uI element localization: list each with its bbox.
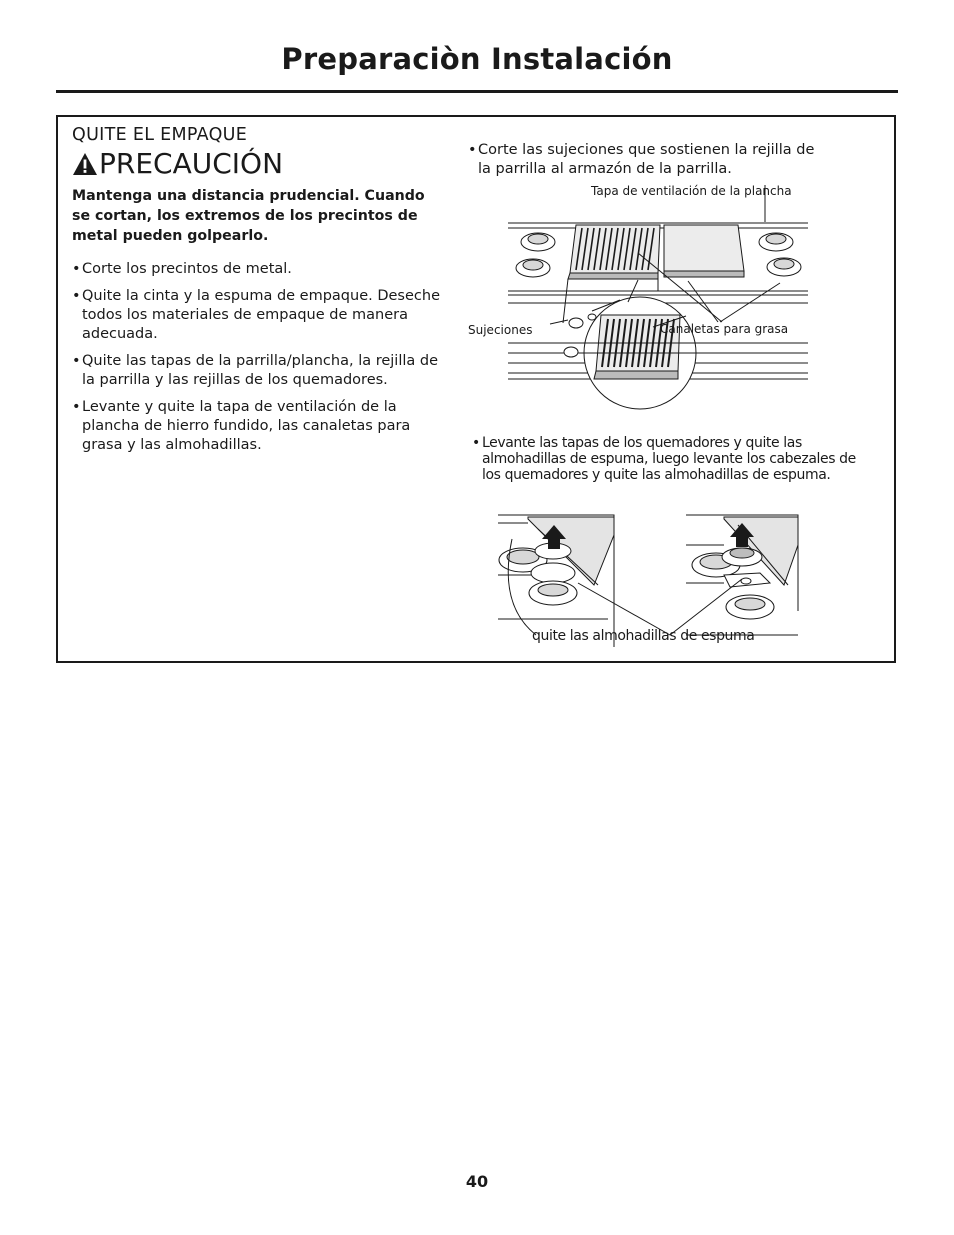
caution-title-text: PRECAUCIÓN (99, 147, 284, 180)
page-title: Preparaciòn Instalación (281, 42, 673, 76)
section-heading: QUITE EL EMPAQUE (72, 125, 248, 145)
warning-triangle-icon (72, 152, 98, 176)
caution-text: Mantenga una distancia prudencial. Cuando se cortan, los extremos de los precintos de metal pueden golpearlo. (72, 188, 425, 244)
label-ties: Sujeciones (468, 323, 533, 337)
page-number: 40 (465, 1172, 489, 1191)
right-bullet-foam-pads: • Levante las tapas de los quemadores y quite las almohadillas de espuma, luego levante los cabezales de los quemadores y quite las almohadillas de espuma. (472, 435, 862, 483)
list-item: • Quite la cinta y la espuma de empaque. Deseche todos los materiales de empaque de manera adecuada. (72, 287, 444, 344)
left-column (72, 125, 444, 463)
label-grease-troughs: Canaletas para grasa (660, 322, 789, 336)
caution-title (72, 147, 444, 180)
right-bullet-ties: • Corte las sujeciones que sostienen la rejilla de la parrilla al armazón de la parrilla. (468, 141, 818, 179)
instruction-panel (56, 115, 896, 663)
label-remove-foam-pads: quite las almohadillas de espuma (532, 628, 755, 644)
list-item: • Levante y quite la tapa de ventilación de la plancha de hierro fundido, las canaletas para grasa y las almohadillas. (72, 398, 444, 455)
label-griddle-vent-cover: Tapa de ventilación de la plancha (591, 184, 792, 198)
list-item: • Corte los precintos de metal. (72, 260, 444, 279)
grill-griddle-illustration (508, 195, 808, 425)
left-bullet-list (72, 260, 444, 455)
title-rule (56, 90, 898, 93)
list-item: • Quite las tapas de la parrilla/plancha, la rejilla de la parrilla y las rejillas de los quemadores. (72, 352, 444, 390)
